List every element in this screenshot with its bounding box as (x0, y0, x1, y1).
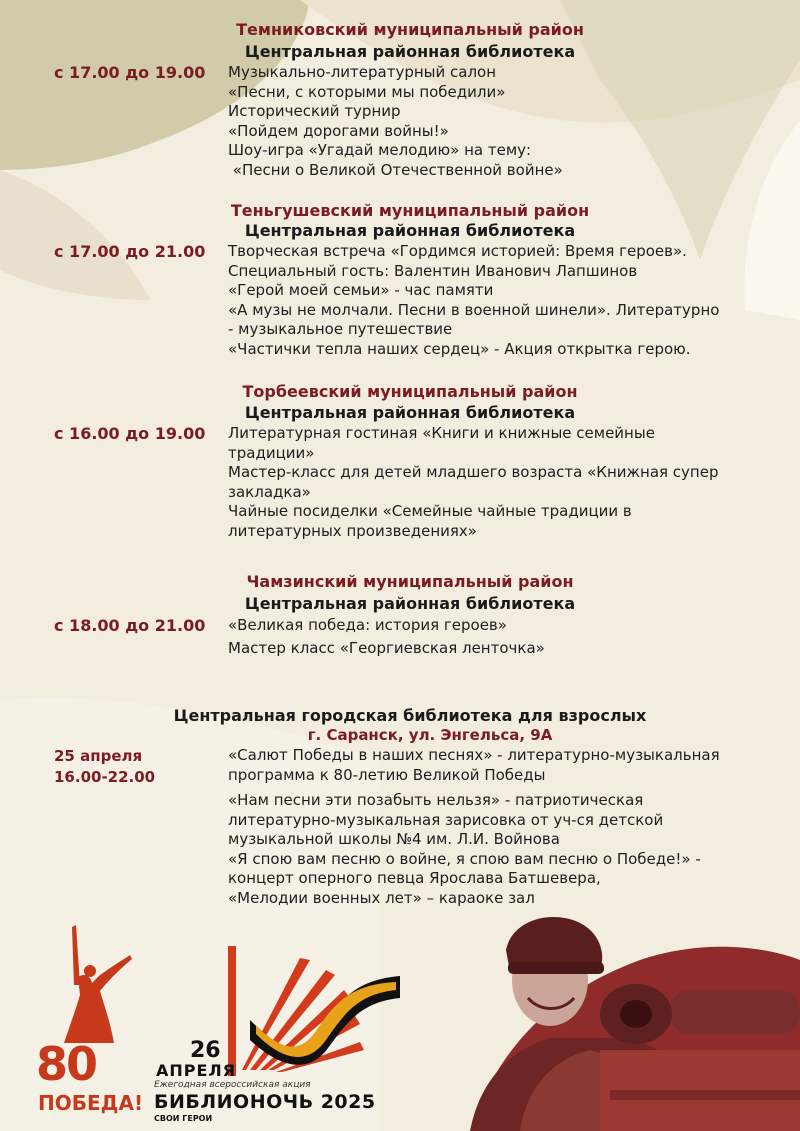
events-list (228, 746, 788, 785)
library-address: г. Саранск, ул. Энгельса, 9А (307, 726, 553, 744)
district-title: Теньгушевский муниципальный район (230, 201, 590, 220)
events-list (228, 614, 788, 660)
event-line: «А музы не молчали. Песни в военной шинели». Литературно (228, 300, 720, 319)
event-time: с 18.00 до 21.00 (54, 616, 206, 635)
district-title: Чамзинский муниципальный район (246, 572, 574, 591)
event-line: традиции» (228, 443, 315, 462)
event-line: закладка» (228, 482, 311, 501)
event-line: «Песни, с которыми мы победили» (228, 82, 506, 101)
events-list (228, 424, 788, 541)
event-time: с 17.00 до 19.00 (54, 63, 206, 82)
event-line: «Мелодии военных лет» – караоке зал (228, 888, 535, 907)
event-line: Специальный гость: Валентин Иванович Лапшинов (228, 261, 638, 280)
event-line: «Песни о Великой Отечественной войне» (228, 160, 563, 179)
library-title: Центральная районная библиотека (244, 403, 576, 422)
library-title: Центральная районная библиотека (244, 42, 576, 61)
event-day: 26 (190, 1038, 221, 1063)
event-line: Мастер класс «Георгиевская ленточка» (228, 639, 545, 657)
annual-caption: Ежегодная всероссийская акция (154, 1080, 311, 1090)
victory-number: 80 (36, 1037, 97, 1091)
event-line: Мастер-класс для детей младшего возраста «Книжная супер (228, 463, 719, 481)
event-line: «Великая победа: история героев» (228, 616, 507, 634)
event-line: «Частички тепла наших сердец» - Акция открытка герою. (228, 339, 691, 358)
biblionight-logo (150, 940, 410, 1130)
event-line: концерт оперного певца Ярослава Батшевера, (228, 869, 601, 887)
event-line: Чайные посиделки «Семейные чайные традиции в (228, 502, 632, 520)
library-title: Центральная городская библиотека для взрослых (173, 706, 647, 725)
events-list (228, 791, 788, 908)
library-title: Центральная районная библиотека (244, 221, 576, 240)
victory-80-logo (34, 925, 144, 1125)
event-line: литературных произведениях» (228, 521, 477, 540)
event-line: Исторический турнир (228, 102, 401, 120)
event-line: Литературная гостиная «Книги и книжные семейные (228, 424, 655, 442)
event-line: литературно-музыкальная зарисовка от уч-ся детской (228, 810, 664, 829)
event-time: с 17.00 до 21.00 (54, 242, 206, 261)
motherland-statue-icon (34, 925, 144, 1045)
event-date (54, 746, 155, 788)
event-line: программа к 80-летию Великой Победы (228, 765, 546, 784)
event-line: «Я спою вам песню о войне, я спою вам песню о Победе!» - (228, 849, 701, 868)
event-name: БИБЛИОНОЧЬ 2025 (154, 1091, 376, 1113)
event-month: АПРЕЛЯ (156, 1061, 237, 1080)
event-tagline: СВОИ ГЕРОИ (154, 1114, 213, 1123)
victory-word: ПОБЕДА! (38, 1091, 144, 1115)
event-date-day: 25 апреля (54, 747, 143, 765)
st-george-ribbon-icon (150, 940, 410, 1080)
district-title: Темниковский муниципальный район (236, 20, 584, 39)
event-line: - музыкальное путешествие (228, 320, 453, 338)
event-line: «Пойдем дорогами войны!» (228, 121, 449, 140)
event-line: «Нам песни эти позабыть нельзя» - патриотическая (228, 791, 644, 809)
event-line: Музыкально-литературный салон (228, 63, 497, 81)
soldier-tank-illustration (400, 910, 800, 1131)
library-title: Центральная районная библиотека (244, 594, 576, 613)
event-line: музыкальной школы №4 им. Л.И. Войнова (228, 830, 560, 848)
events-list (228, 242, 788, 359)
event-line: «Герой моей семьи» - час памяти (228, 281, 494, 299)
district-title: Торбеевский муниципальный район (242, 382, 578, 401)
event-line: Шоу-игра «Угадай мелодию» на тему: (228, 141, 532, 159)
event-date-time: 16.00-22.00 (54, 768, 156, 786)
events-list (228, 63, 788, 180)
event-line: «Салют Победы в наших песнях» - литературно-музыкальная (228, 746, 720, 764)
event-time: с 16.00 до 19.00 (54, 424, 206, 443)
event-line: Творческая встреча «Гордимся историей: Время героев». (228, 242, 687, 260)
